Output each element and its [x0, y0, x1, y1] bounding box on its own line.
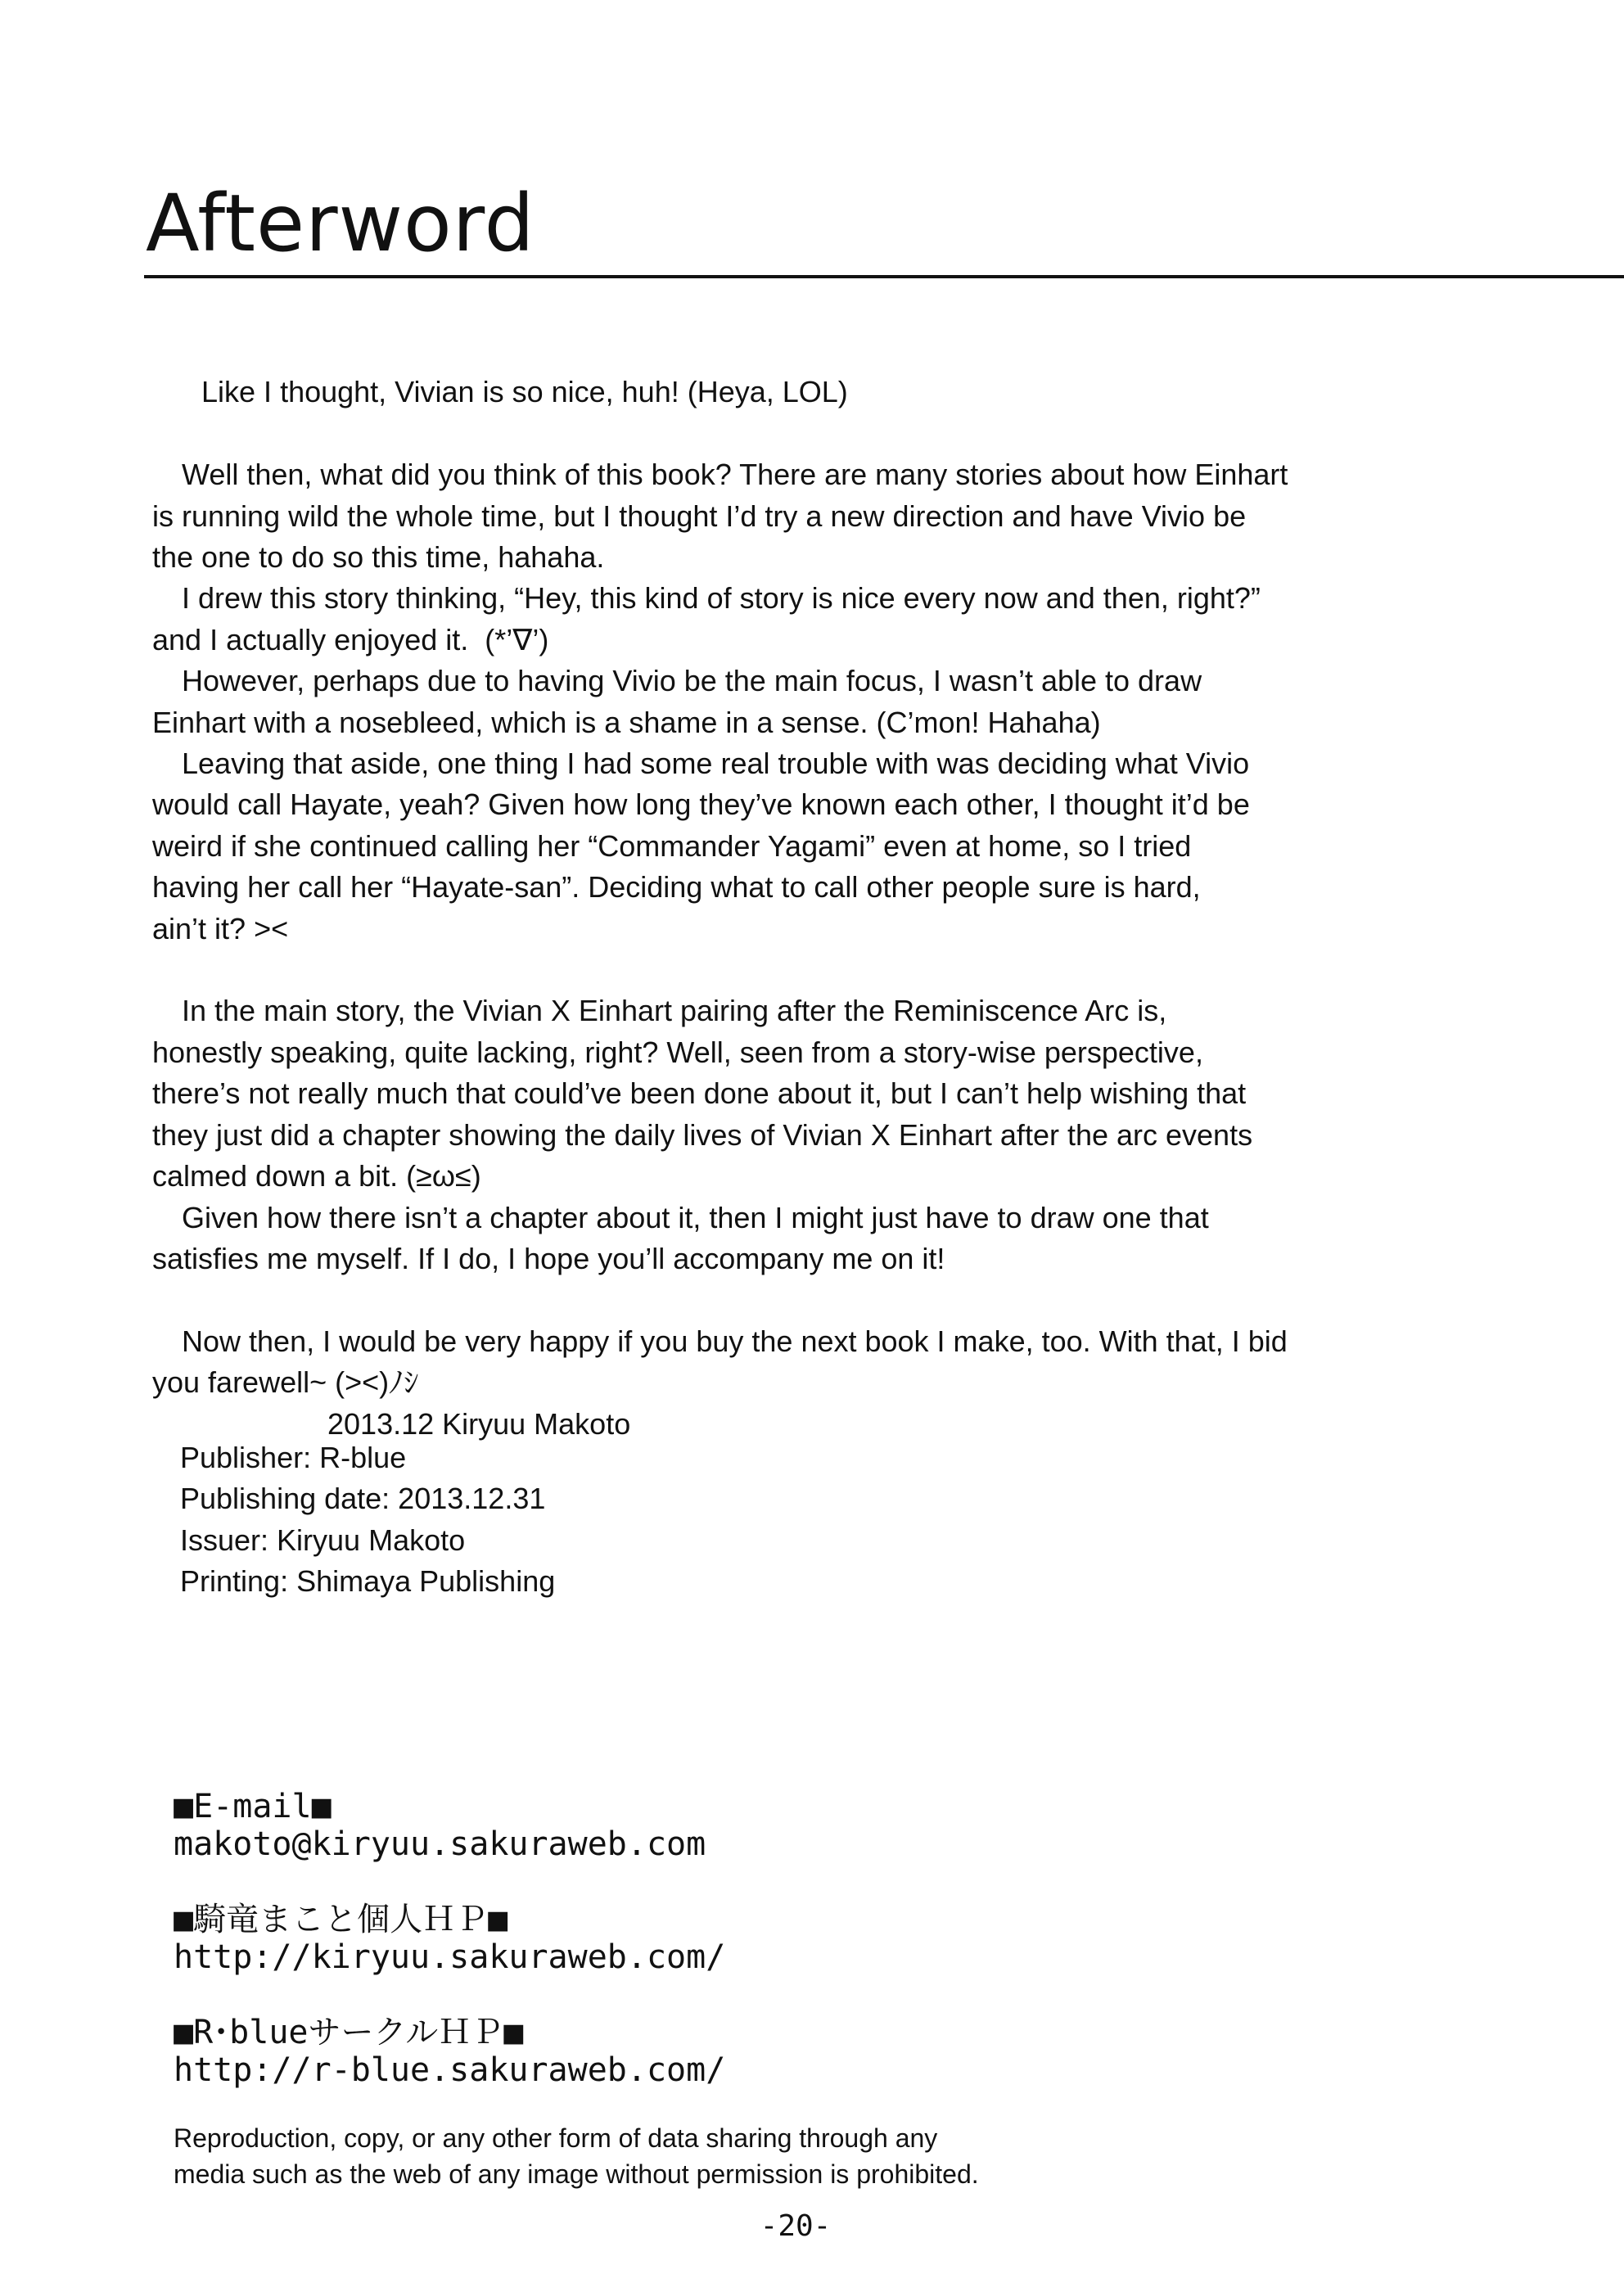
text-line: would call Hayate, yeah? Given how long they’ve known each other, I thought it’d be	[152, 787, 1250, 822]
text-line: satisfies me myself. If I do, I hope you’ll accompany me on it!	[152, 1241, 945, 1275]
text-line: the one to do so this time, hahaha.	[152, 540, 605, 575]
paragraph-farewell	[152, 1321, 1429, 1404]
text-line: honestly speaking, quite lacking, right? Well, seen from a story-wise perspective,	[152, 1035, 1203, 1069]
page-number-text: -20-	[760, 2209, 832, 2243]
text-line: is running wild the whole time, but I thought I’d try a new direction and have Vivio be	[152, 499, 1247, 533]
text-line: Now then, I would be very happy if you buy the next book I make, too. With that, I bid	[182, 1324, 1288, 1358]
email-heading: ■E-mail■	[174, 1788, 332, 1825]
text-line: they just did a chapter showing the daily lives of Vivian X Einhart after the arc events	[152, 1117, 1253, 1152]
text-line: and I actually enjoyed it. (*’∇’)	[152, 622, 549, 656]
text-line: In the main story, the Vivian X Einhart pairing after the Reminiscence Arc is,	[182, 994, 1167, 1028]
paragraph-nosebleed	[152, 661, 1429, 743]
signature: 2013.12 Kiryuu Makoto	[327, 1406, 631, 1441]
text-line: Einhart with a nosebleed, which is a shame in a sense. (C’mon! Hahaha)	[152, 705, 1101, 739]
text-line: Given how there isn’t a chapter about it, then I might just have to draw one that	[182, 1200, 1209, 1234]
text-line: you farewell~ (><)ﾉｼ	[152, 1365, 419, 1400]
copyright-notice	[174, 2120, 979, 2192]
publisher-line: Publisher: R-blue	[180, 1441, 407, 1474]
printing-line: Printing: Shimaya Publishing	[180, 1564, 556, 1599]
personal-homepage-block	[174, 1901, 725, 1976]
notice-line: media such as the web of any image without permission is prohibited.	[174, 2159, 979, 2189]
page-number	[0, 2209, 1624, 2245]
issuer-line: Issuer: Kiryuu Makoto	[180, 1523, 466, 1557]
paragraph-main-story	[152, 990, 1429, 1197]
text-line: there’s not really much that could’ve been done about it, but I can’t help wishing that	[152, 1076, 1247, 1111]
paragraph-spacer	[152, 1279, 1429, 1320]
paragraph-intro	[152, 331, 1429, 454]
text-line: having her call her “Hayate-san”. Deciding what to call other people sure is hard,	[152, 870, 1201, 905]
afterword-body	[152, 331, 1429, 1445]
text-line: I drew this story thinking, “Hey, this kind of story is nice every now and then, right?”	[182, 581, 1261, 616]
text-line: weird if she continued calling her “Commander Yagami” even at home, so I tried	[152, 828, 1192, 863]
text-line: Leaving that aside, one thing I had some real trouble with was deciding what Vivio	[182, 747, 1250, 781]
paragraph-draw-one	[152, 1198, 1429, 1280]
circle-homepage-heading: ■R･blueサークルＨＰ■	[174, 2014, 524, 2051]
personal-homepage-heading: ■騎竜まこと個人ＨＰ■	[174, 1901, 508, 1938]
circle-homepage-url: http://r-blue.sakuraweb.com/	[174, 2051, 726, 2089]
paragraph-hayate-naming	[152, 743, 1429, 950]
paragraph-spacer	[152, 950, 1429, 990]
circle-homepage-block	[174, 2014, 725, 2089]
text-line: However, perhaps due to having Vivio be the main focus, I wasn’t able to draw	[182, 664, 1202, 698]
text-line: calmed down a bit. (≥ω≤)	[152, 1159, 481, 1193]
text-line: Well then, what did you think of this book? There are many stories about how Einhart	[182, 458, 1288, 492]
personal-homepage-url: http://kiryuu.sakuraweb.com/	[174, 1938, 726, 1976]
notice-line: Reproduction, copy, or any other form of data sharing through any	[174, 2123, 938, 2153]
title-underline	[144, 275, 1624, 278]
email-block	[174, 1788, 725, 1863]
text-line: ain’t it? ><	[152, 911, 289, 945]
email-address: makoto@kiryuu.sakuraweb.com	[174, 1825, 706, 1863]
colophon	[180, 1437, 555, 1603]
paragraph-drew-story	[152, 578, 1429, 661]
contact-info	[174, 1788, 725, 2089]
text-line: Like I thought, Vivian is so nice, huh! (Heya, LOL)	[201, 375, 848, 409]
page-title: Afterword	[146, 178, 535, 269]
paragraph-book-direction	[152, 454, 1429, 578]
publishing-date-line: Publishing date: 2013.12.31	[180, 1482, 546, 1516]
